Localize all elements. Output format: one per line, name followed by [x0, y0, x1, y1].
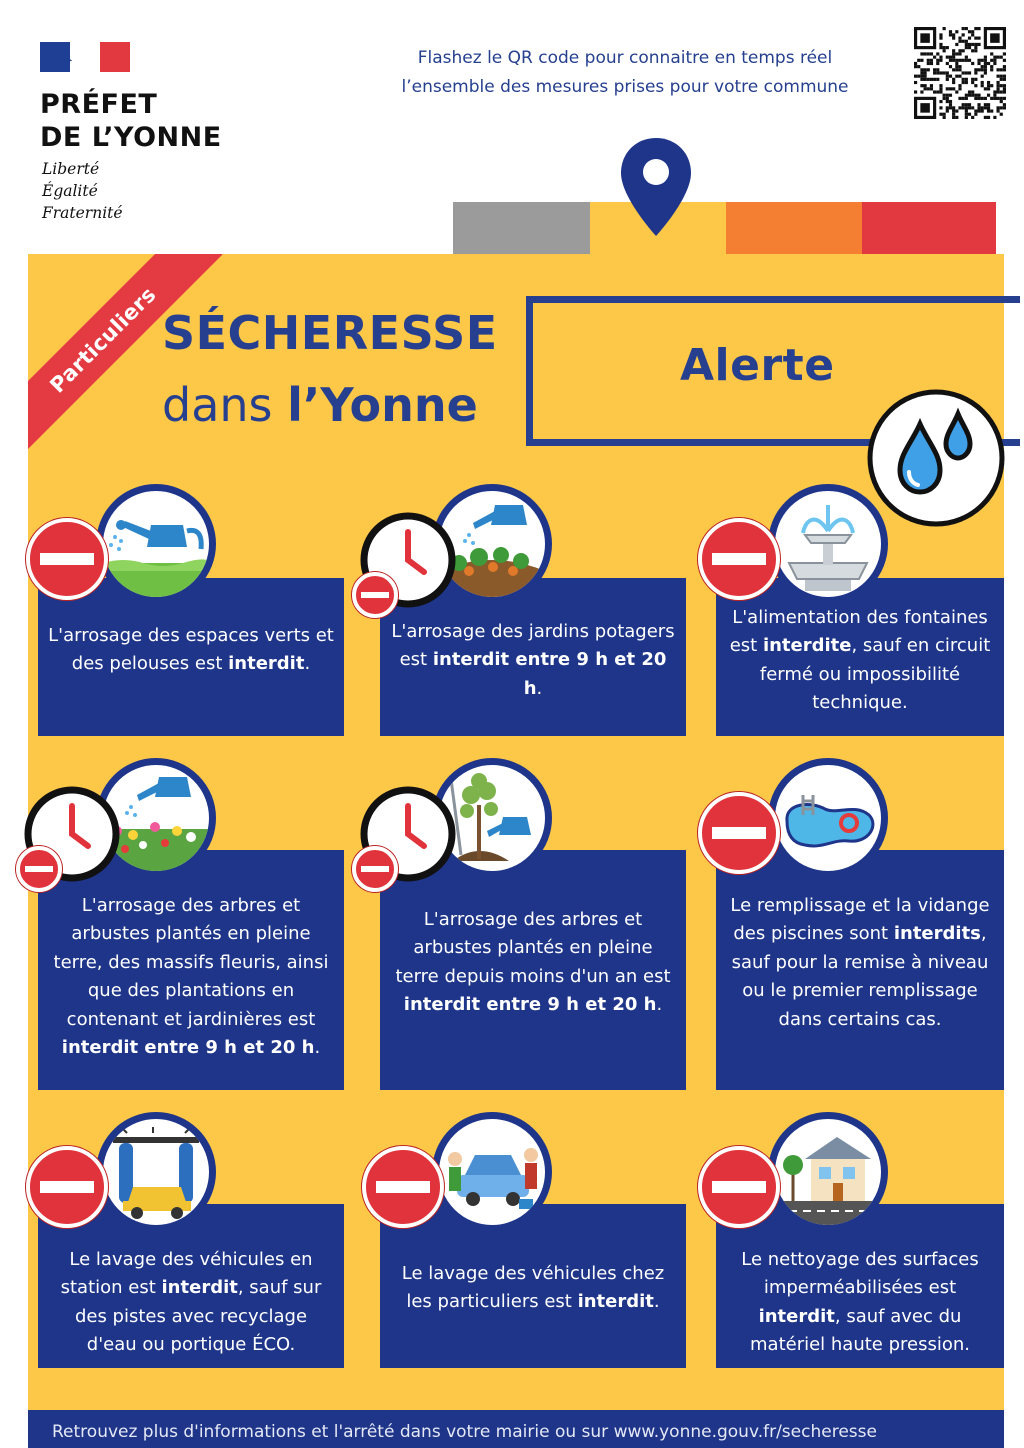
house-pavement-icon — [768, 1112, 888, 1232]
marianne-logo — [55, 46, 101, 70]
measure-text: L'alimentation des fontaines est interdite, sauf en circuit fermé ou impossibilité technique. — [729, 607, 991, 714]
measure-text: L'arrosage des jardins potagers est interdit entre 9 h et 20 h. — [391, 621, 675, 699]
motto-liberte: Liberté — [42, 160, 100, 178]
fountain-icon — [768, 484, 888, 604]
location-pin-icon — [618, 136, 694, 240]
qr-text-line-1: Flashez le QR code pour connaitre en temps réel — [417, 48, 833, 68]
level-stripe-crise — [862, 202, 996, 254]
measure-text: Le nettoyage des surfaces imperméabilisées est interdit, sauf avec du matériel haute pression. — [741, 1249, 979, 1356]
ribbon-label: Particuliers — [45, 282, 161, 398]
motto-egalite: Égalité — [42, 182, 98, 200]
people-washing-car-icon — [432, 1112, 552, 1232]
level-stripe-vigilance — [453, 202, 590, 254]
prefet-line-2: DE L’YONNE — [40, 122, 222, 153]
footer-bar — [28, 1410, 1004, 1448]
no-entry-icon — [352, 846, 398, 892]
qr-text-line-2: l’ensemble des mesures prises pour votre commune — [401, 77, 849, 97]
measure-text: L'arrosage des espaces verts et des pelouses est interdit. — [48, 625, 334, 675]
no-entry-icon — [698, 1146, 780, 1228]
no-entry-icon — [26, 518, 108, 600]
measure-card — [716, 850, 1004, 1090]
qr-code[interactable] — [914, 27, 1006, 119]
alert-level-label: Alerte — [680, 340, 835, 391]
no-entry-icon — [698, 518, 780, 600]
republic-motto — [42, 158, 123, 224]
no-entry-icon — [352, 572, 398, 618]
prefet-title — [40, 88, 222, 154]
title-yonne-bold: l’Yonne — [287, 378, 478, 432]
title-prefix: dans — [162, 378, 288, 432]
car-wash-station-icon — [96, 1112, 216, 1232]
level-stripe-alerte-renforcee — [726, 202, 862, 254]
no-entry-icon — [26, 1146, 108, 1228]
measure-card — [380, 1204, 686, 1368]
measure-text: Le remplissage et la vidange des piscines sont interdits, sauf pour la remise à niveau ou le premier remplissage dans certains cas. — [730, 895, 990, 1030]
prefet-line-1: PRÉFET — [40, 89, 158, 120]
measure-card — [38, 1204, 344, 1368]
swimming-pool-icon — [768, 758, 888, 878]
measure-card — [380, 850, 686, 1090]
measure-text: L'arrosage des arbres et arbustes plantés en pleine terre, des massifs fleuris, ainsi que des plantations en contenant et jardinières est interdit entre 9 h et 20 h. — [53, 895, 329, 1059]
no-entry-icon — [362, 1146, 444, 1228]
motto-fraternite: Fraternité — [42, 204, 123, 222]
watering-can-lawn-icon — [96, 484, 216, 604]
measure-card — [38, 578, 344, 736]
measure-card — [716, 578, 1004, 736]
measure-text: L'arrosage des arbres et arbustes plantés en pleine terre depuis moins d'un an est interdit entre 9 h et 20 h. — [395, 909, 671, 1016]
no-entry-icon — [16, 846, 62, 892]
no-entry-icon — [698, 792, 780, 874]
qr-instructions — [345, 44, 905, 102]
footer-text: Retrouvez plus d'informations et l'arrêté dans votre mairie ou sur www.yonne.gouv.fr/secheresse — [52, 1422, 877, 1442]
water-drops-icon — [862, 384, 1010, 532]
measure-text: Le lavage des véhicules en station est interdit, sauf sur des pistes avec recyclage d'eau ou portique ÉCO. — [60, 1249, 322, 1356]
measure-text: Le lavage des véhicules chez les particuliers est interdit. — [401, 1263, 665, 1313]
title-secheresse: SÉCHERESSE — [162, 306, 498, 360]
measure-card — [716, 1204, 1004, 1368]
title-yonne — [162, 378, 478, 432]
measure-card — [38, 850, 344, 1090]
